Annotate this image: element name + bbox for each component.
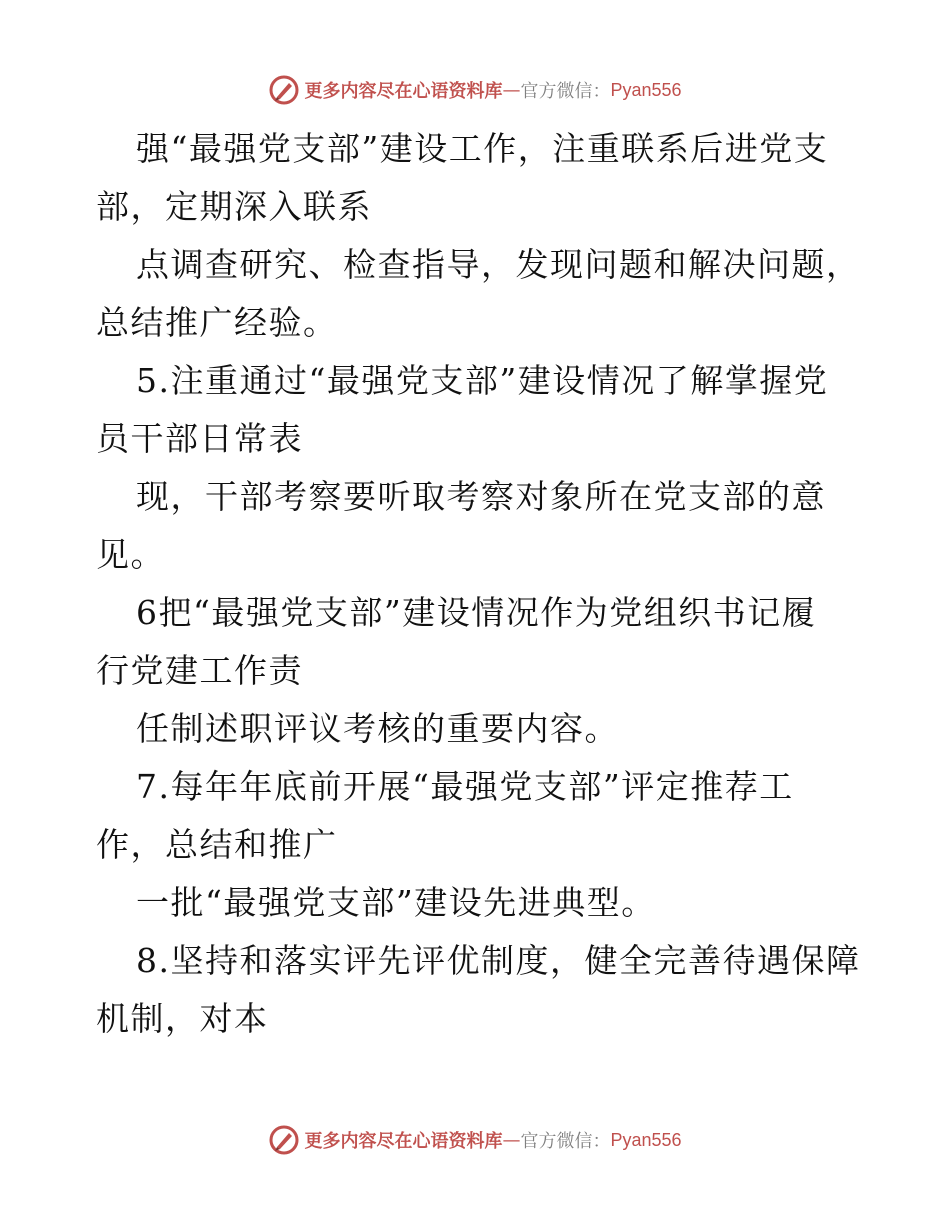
wechat-label: 官方微信： xyxy=(520,81,611,102)
text-line: 行党建工作责 xyxy=(96,651,303,690)
wechat-label: 官方微信： xyxy=(520,1131,611,1152)
banner-separator: — xyxy=(502,1129,521,1151)
wechat-id: Pyan556 xyxy=(610,79,682,100)
banner-separator: — xyxy=(502,79,521,101)
text-line: 见。 xyxy=(96,535,165,574)
text-line: 5.注重通过“最强党支部”建设情况了解掌握党 xyxy=(136,361,829,400)
wechat-id: Pyan556 xyxy=(610,1129,682,1150)
text-line: 6把“最强党支部”建设情况作为党组织书记履 xyxy=(136,593,817,632)
text-line: 总结推广经验。 xyxy=(96,303,338,342)
text-line: 8.坚持和落实评先评优制度，健全完善待遇保障 xyxy=(136,941,861,980)
text-line: 点调查研究、检查指导，发现问题和解决问题， xyxy=(136,245,861,284)
text-line: 部，定期深入联系 xyxy=(96,187,372,226)
banner-text: 更多内容尽在心语资料库 xyxy=(304,1131,503,1152)
header-watermark-banner xyxy=(0,70,950,110)
text-line: 现，干部考察要听取考察对象所在党支部的意 xyxy=(136,477,826,516)
text-line: 7.每年年底前开展“最强党支部”评定推荐工 xyxy=(136,767,794,806)
banner-text: 更多内容尽在心语资料库 xyxy=(304,81,503,102)
text-line: 任制述职评议考核的重要内容。 xyxy=(136,709,619,748)
text-line: 强“最强党支部”建设工作，注重联系后进党支 xyxy=(136,129,829,168)
pen-logo-icon xyxy=(268,1124,300,1156)
pen-logo-icon xyxy=(268,74,300,106)
text-line: 作，总结和推广 xyxy=(96,825,338,864)
text-line: 一批“最强党支部”建设先进典型。 xyxy=(136,883,656,922)
document-body xyxy=(96,120,861,1048)
footer-watermark-banner xyxy=(0,1120,950,1160)
text-line: 机制，对本 xyxy=(96,999,269,1038)
text-line: 员干部日常表 xyxy=(96,419,303,458)
